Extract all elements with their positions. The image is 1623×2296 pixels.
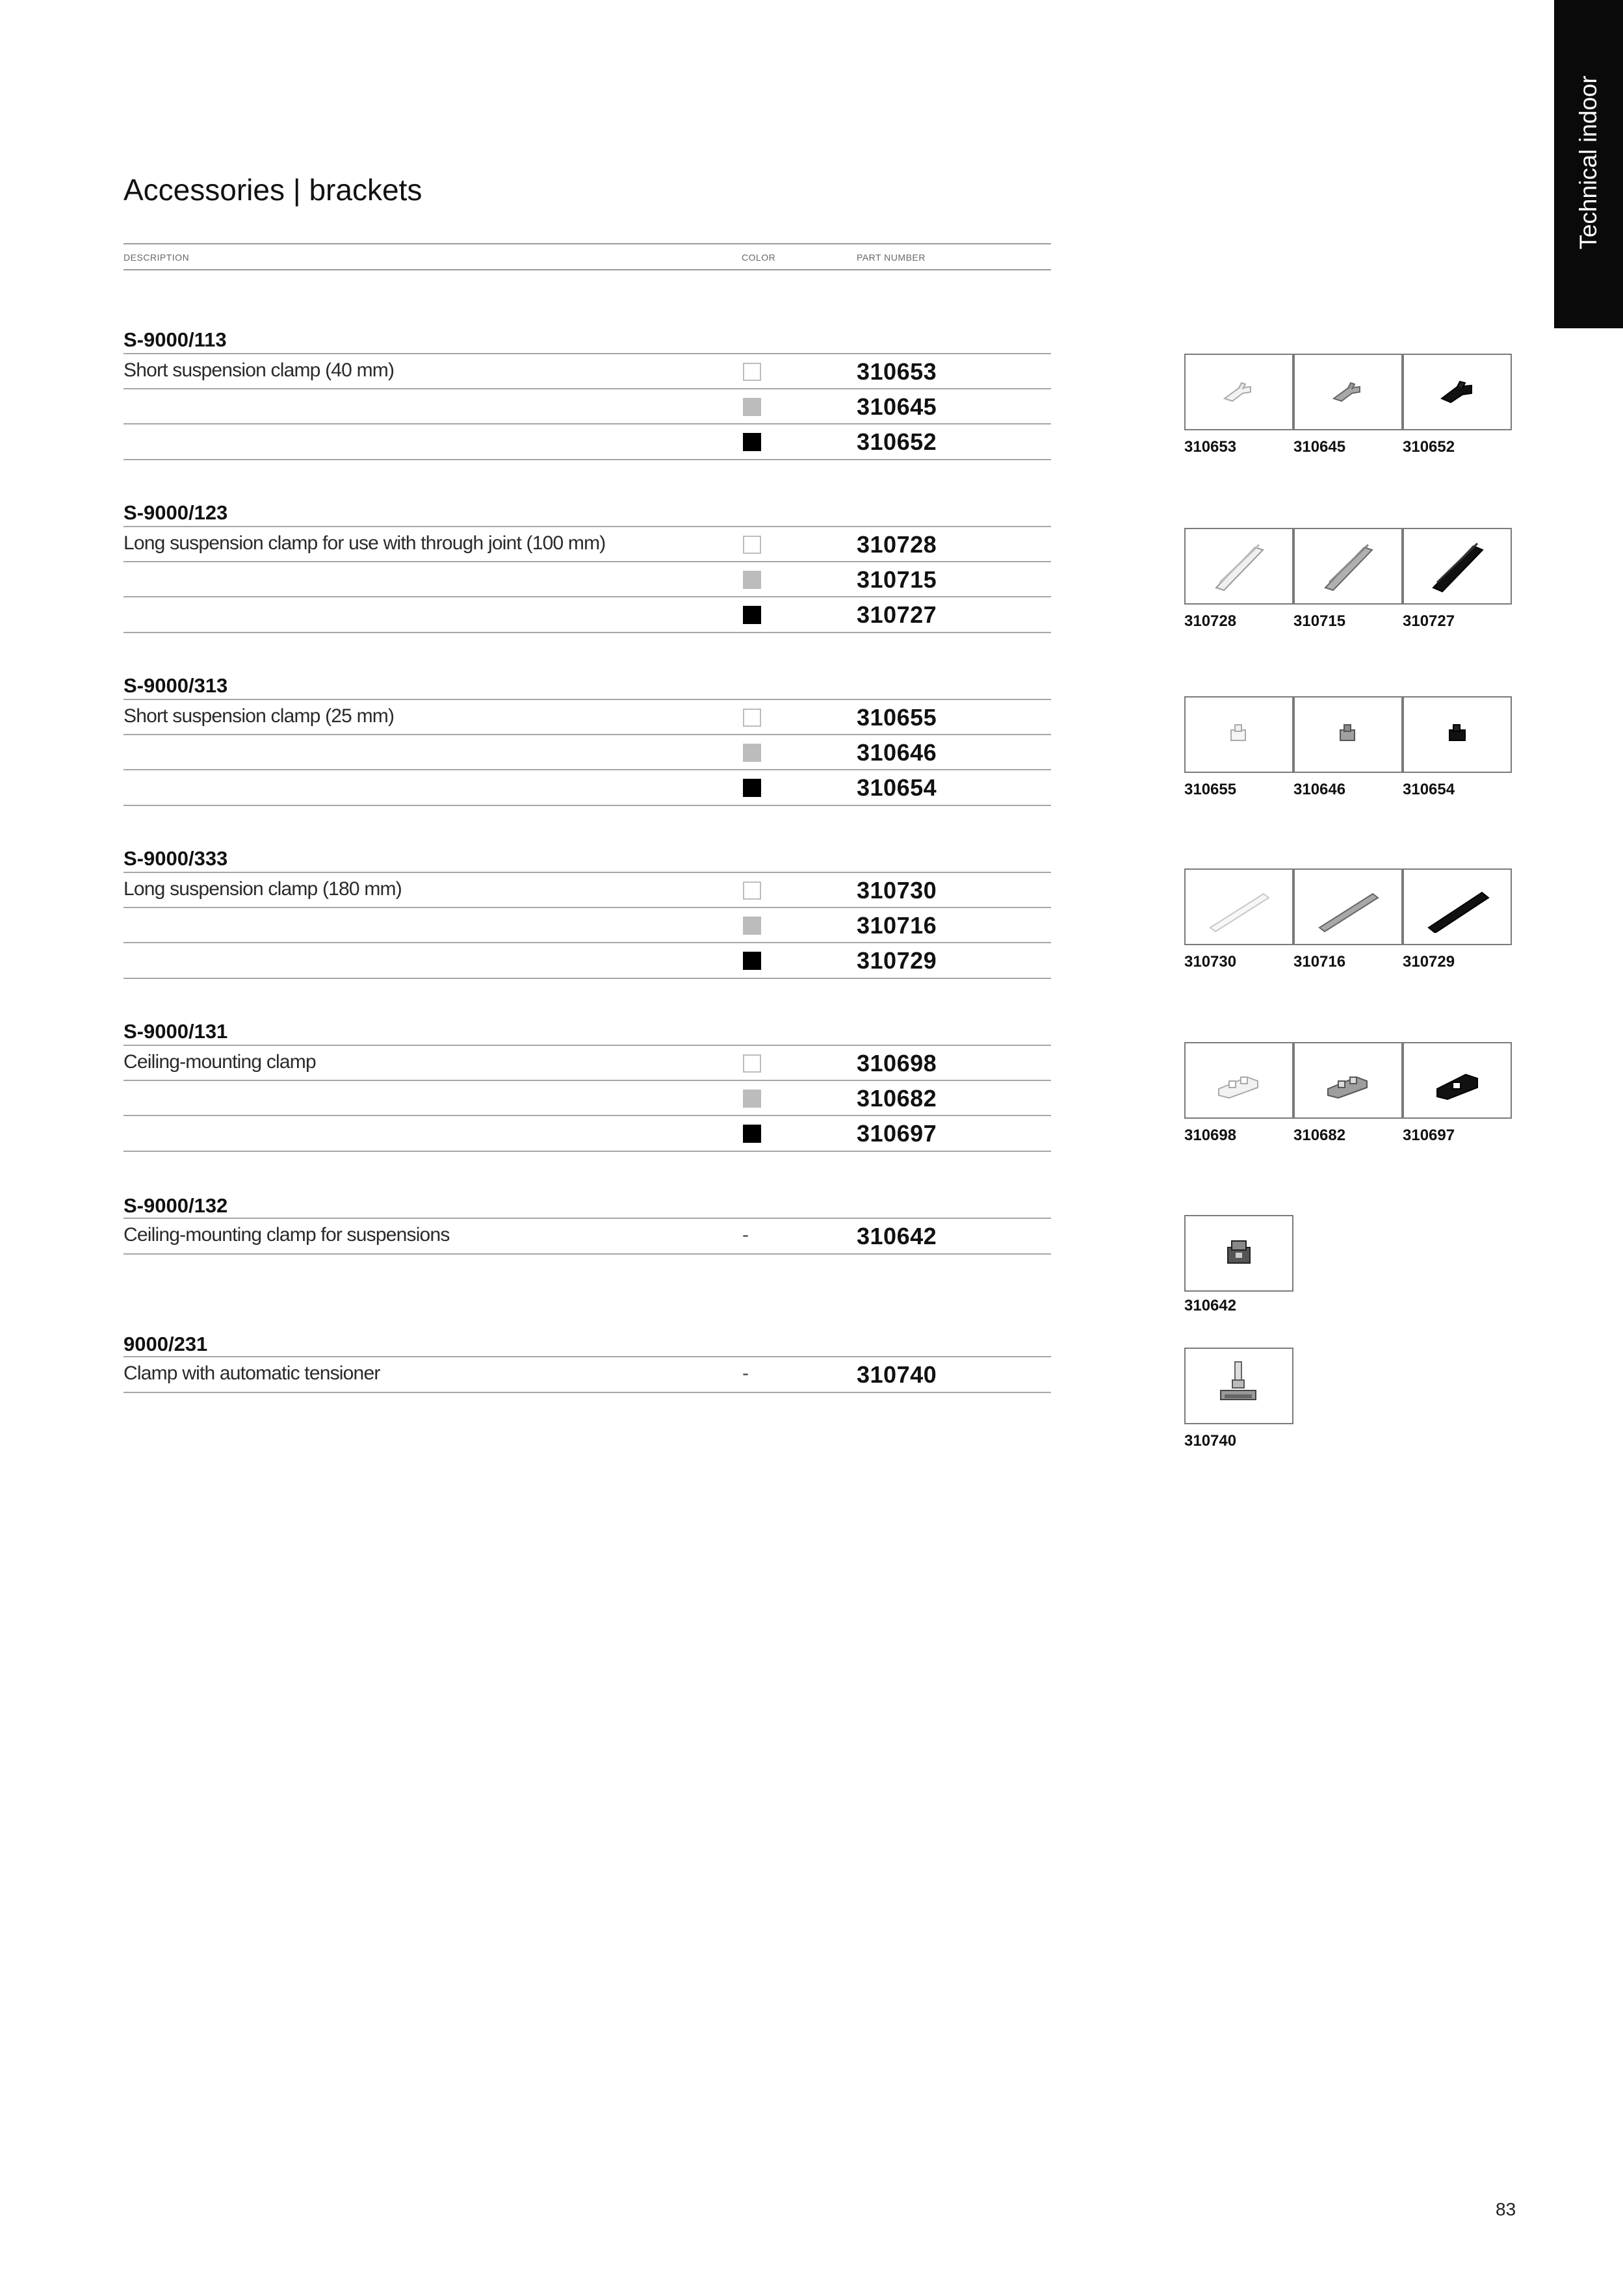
part-number: 310716 <box>857 912 937 939</box>
part-number: 310645 <box>857 393 937 420</box>
thumbnail-label: 310698 <box>1184 1127 1237 1144</box>
thumbnail-label: 310728 <box>1184 612 1237 630</box>
variant-row <box>123 423 1051 460</box>
variant-row <box>123 1218 1051 1255</box>
variant-row <box>123 942 1051 979</box>
color-swatch-white <box>743 536 761 554</box>
product-thumbnail <box>1184 1042 1293 1119</box>
variant-row <box>123 699 1051 735</box>
color-swatch-black <box>743 606 761 624</box>
column-header-color: COLOR <box>742 252 776 263</box>
color-swatch-white <box>743 363 761 381</box>
suspension-ceiling-clamp-icon <box>1216 1231 1262 1276</box>
column-header-part-number: PART NUMBER <box>857 252 926 263</box>
thumbnail-label: 310730 <box>1184 953 1237 971</box>
color-swatch-white <box>743 881 761 900</box>
rail-clamp-black-icon <box>1418 881 1496 933</box>
part-number: 310652 <box>857 428 937 455</box>
color-swatch-white <box>743 709 761 727</box>
product-thumbnail <box>1403 1042 1512 1119</box>
product-thumbnail <box>1293 528 1403 605</box>
thumbnail-label: 310646 <box>1293 781 1346 798</box>
part-number: 310642 <box>857 1223 937 1249</box>
short-clamp-white-icon <box>1213 372 1265 411</box>
color-dash: - <box>742 1363 749 1384</box>
product-code: S-9000/313 <box>123 674 228 697</box>
variant-row <box>123 734 1051 770</box>
product-thumbnail <box>1184 354 1293 430</box>
column-header-description: DESCRIPTION <box>123 252 190 263</box>
color-swatch-black <box>743 952 761 970</box>
color-swatch-grey <box>743 917 761 935</box>
product-thumbnail <box>1184 528 1293 605</box>
product-code: 9000/231 <box>123 1333 208 1355</box>
product-thumbnail <box>1403 868 1512 945</box>
product-thumbnail <box>1293 868 1403 945</box>
variant-row <box>123 596 1051 633</box>
thumbnail-label: 310697 <box>1403 1127 1455 1144</box>
part-number: 310715 <box>857 566 937 593</box>
part-number: 310698 <box>857 1050 937 1076</box>
variant-row <box>123 1115 1051 1152</box>
part-number: 310728 <box>857 531 937 558</box>
variant-row <box>123 353 1051 389</box>
variant-row <box>123 388 1051 424</box>
part-number: 310697 <box>857 1120 937 1147</box>
color-swatch-grey <box>743 744 761 762</box>
product-thumbnail <box>1184 696 1293 773</box>
color-swatch-grey <box>743 1089 761 1108</box>
product-thumbnail <box>1184 1215 1293 1292</box>
variant-row <box>123 1080 1051 1115</box>
product-thumbnail <box>1293 1042 1403 1119</box>
thumbnail-label: 310715 <box>1293 612 1346 630</box>
ceiling-clamp-black-icon <box>1428 1058 1487 1103</box>
thumbnail-label: 310645 <box>1293 438 1346 456</box>
page-number: 83 <box>1496 2199 1516 2219</box>
product-thumbnail <box>1184 868 1293 945</box>
page-title: Accessories | brackets <box>123 173 422 207</box>
part-number: 310682 <box>857 1085 937 1112</box>
thumbnail-label: 310729 <box>1403 953 1455 971</box>
part-number: 310740 <box>857 1361 937 1388</box>
thumbnail-label: 310682 <box>1293 1127 1346 1144</box>
part-number: 310730 <box>857 877 937 904</box>
color-swatch-black <box>743 1125 761 1143</box>
color-swatch-grey <box>743 398 761 416</box>
product-thumbnail <box>1403 528 1512 605</box>
short-clamp-grey-icon <box>1322 372 1374 411</box>
product-thumbnail <box>1403 354 1512 430</box>
thumbnail-label: 310716 <box>1293 953 1346 971</box>
thumbnail-label: 310655 <box>1184 781 1237 798</box>
part-number: 310655 <box>857 704 937 731</box>
section-side-tab <box>1554 0 1623 328</box>
product-description: Short suspension clamp (25 mm) <box>123 705 395 727</box>
long-clamp-grey-icon <box>1312 537 1384 595</box>
part-number: 310646 <box>857 739 937 766</box>
ceiling-clamp-white-icon <box>1210 1058 1268 1103</box>
long-clamp-white-icon <box>1203 537 1275 595</box>
long-clamp-black-icon <box>1422 537 1493 595</box>
small-clamp-white-icon <box>1219 718 1258 751</box>
variant-row <box>123 1356 1051 1393</box>
product-description: Clamp with automatic tensioner <box>123 1363 380 1384</box>
product-thumbnail <box>1403 696 1512 773</box>
part-number: 310727 <box>857 601 937 628</box>
product-code: S-9000/123 <box>123 501 228 524</box>
thumbnail-label: 310654 <box>1403 781 1455 798</box>
product-description: Long suspension clamp (180 mm) <box>123 878 402 900</box>
variant-row <box>123 561 1051 597</box>
thumbnail-label: 310652 <box>1403 438 1455 456</box>
variant-row <box>123 769 1051 806</box>
ceiling-clamp-grey-icon <box>1319 1058 1377 1103</box>
product-thumbnail <box>1293 696 1403 773</box>
part-number: 310653 <box>857 358 937 385</box>
table-header <box>123 243 1051 270</box>
product-description: Ceiling-mounting clamp for suspensions <box>123 1224 450 1246</box>
color-dash: - <box>742 1224 749 1246</box>
short-clamp-black-icon <box>1431 372 1483 411</box>
variant-row <box>123 1045 1051 1080</box>
thumbnail-label: 310740 <box>1184 1432 1237 1450</box>
product-code: S-9000/333 <box>123 847 228 870</box>
product-code: S-9000/113 <box>123 328 227 351</box>
product-description: Long suspension clamp for use with through joint (100 mm) <box>123 532 606 554</box>
color-swatch-black <box>743 779 761 797</box>
color-swatch-black <box>743 433 761 451</box>
product-description: Short suspension clamp (40 mm) <box>123 359 395 381</box>
thumbnail-label: 310642 <box>1184 1297 1237 1314</box>
color-swatch-grey <box>743 571 761 589</box>
product-code: S-9000/132 <box>123 1194 228 1217</box>
product-description: Ceiling-mounting clamp <box>123 1051 316 1073</box>
thumbnail-label: 310653 <box>1184 438 1237 456</box>
product-thumbnail <box>1184 1348 1293 1424</box>
small-clamp-grey-icon <box>1329 718 1368 751</box>
part-number: 310729 <box>857 947 937 974</box>
variant-row <box>123 872 1051 907</box>
color-swatch-white <box>743 1054 761 1073</box>
variant-row <box>123 907 1051 943</box>
variant-row <box>123 526 1051 562</box>
thumbnail-label: 310727 <box>1403 612 1455 630</box>
part-number: 310654 <box>857 774 937 801</box>
rail-clamp-grey-icon <box>1309 881 1387 933</box>
rail-clamp-white-icon <box>1200 881 1278 933</box>
small-clamp-black-icon <box>1438 718 1477 751</box>
section-side-tab-label: Technical indoor <box>1575 75 1602 250</box>
product-code: S-9000/131 <box>123 1020 228 1043</box>
product-thumbnail <box>1293 354 1403 430</box>
tensioner-clamp-icon <box>1213 1357 1265 1415</box>
